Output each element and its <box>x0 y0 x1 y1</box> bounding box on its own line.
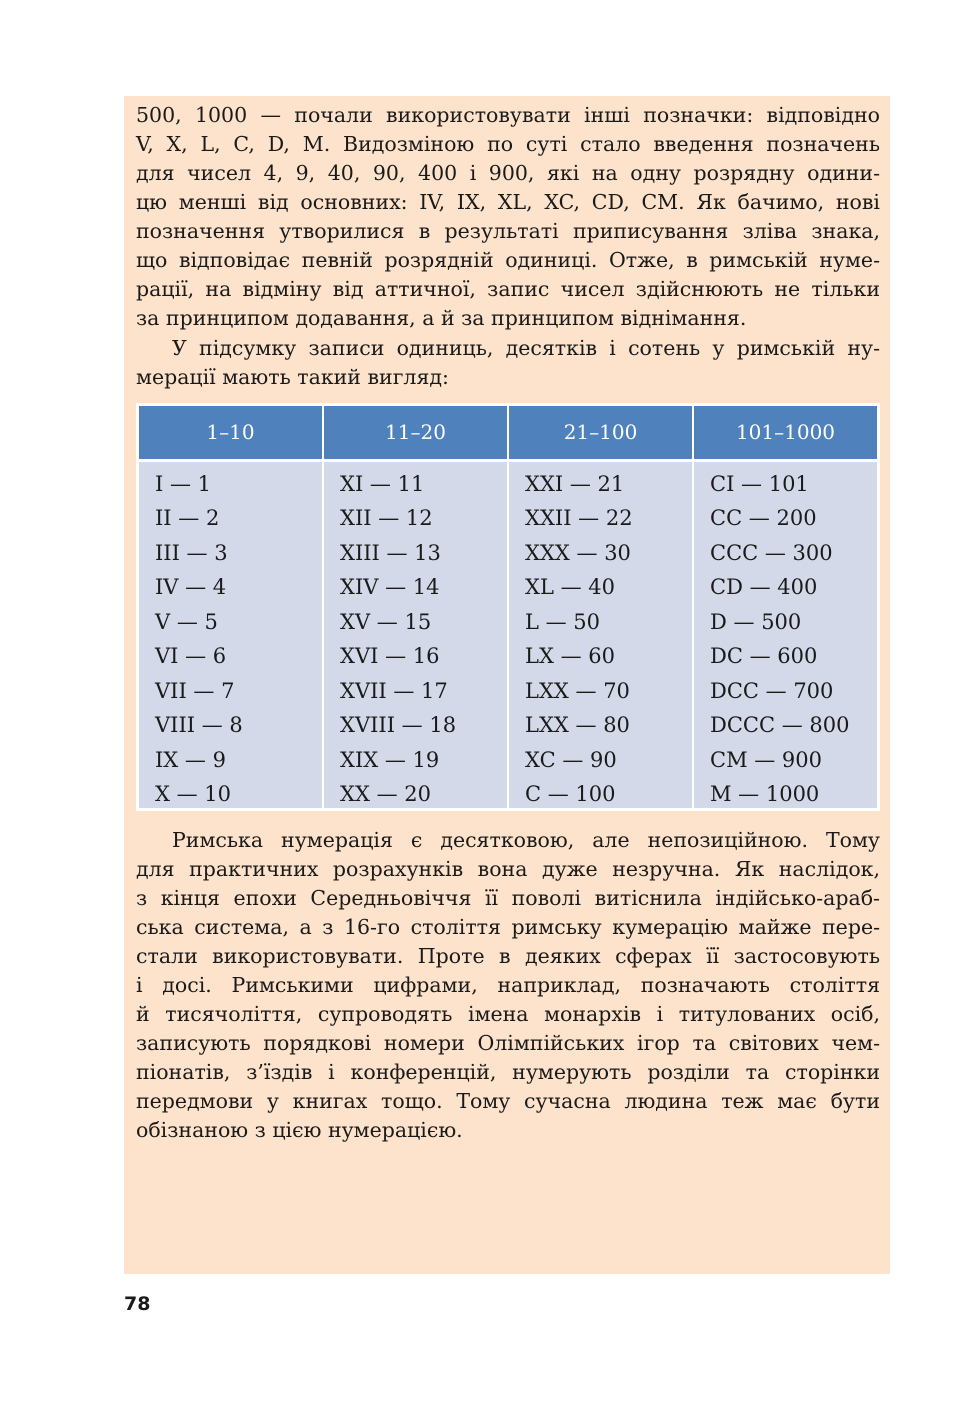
table-cell: VII — 7 <box>155 679 235 703</box>
text-line: записують порядкові номери Олімпійських ігор та світових чем- <box>136 1031 880 1055</box>
table-column-11-20 <box>324 462 507 808</box>
text-line: й тисячоліття, супроводять імена монархів і титулованих осіб, <box>136 1002 880 1026</box>
table-cell: CCC — 300 <box>710 541 833 565</box>
table-cell: I — 1 <box>155 472 212 496</box>
text-line: цю менші від основних: IV, IX, XL, XC, CD, CM. Як бачимо, нові <box>136 190 880 214</box>
table-cell: C — 100 <box>525 782 616 806</box>
table-header-cell: 1–10 <box>139 406 322 459</box>
table-cell: XVIII — 18 <box>340 713 457 737</box>
table-cell: DC — 600 <box>710 644 818 668</box>
table-cell: CM — 900 <box>710 748 823 772</box>
paragraph-roman-usage <box>136 826 880 1145</box>
text-line: V, X, L, C, D, M. Видозміною по суті стало введення позначень <box>136 132 880 156</box>
table-cell: LXX — 70 <box>525 679 630 703</box>
table-cell: DCC — 700 <box>710 679 834 703</box>
text-line: піонатів, з’їздів і конференцій, нумерують розділи та сторінки <box>136 1060 880 1084</box>
table-cell: IX — 9 <box>155 748 226 772</box>
table-cell: M — 1000 <box>710 782 820 806</box>
table-cell: XVII — 17 <box>340 679 448 703</box>
table-cell: VI — 6 <box>155 644 227 668</box>
text-line: з кінця епохи Середньовіччя її поволі витіснила індійсько-араб- <box>136 886 880 910</box>
text-line: ська система, а з 16-го століття римську кумерацію майже пере- <box>136 915 880 939</box>
table-cell: III — 3 <box>155 541 228 565</box>
text-line: для чисел 4, 9, 40, 90, 400 і 900, які на одну розрядну одини- <box>136 161 880 185</box>
table-column-21-100 <box>509 462 692 808</box>
table-cell: LX — 60 <box>525 644 615 668</box>
table-cell: II — 2 <box>155 506 220 530</box>
table-column-1-10 <box>139 462 322 808</box>
text-line: стали використовувати. Проте в деяких сферах її застосовують <box>136 944 880 968</box>
table-cell: XIV — 14 <box>340 575 440 599</box>
table-cell: CD — 400 <box>710 575 818 599</box>
paragraph-roman-notation <box>136 101 880 333</box>
text-line: У підсумку записи одиниць, десятків і сотень у римській ну- <box>172 336 880 360</box>
table-column-101-1000 <box>694 462 877 808</box>
table-cell: XX — 20 <box>340 782 431 806</box>
table-cell: CI — 101 <box>710 472 809 496</box>
page-number: 78 <box>124 1293 151 1315</box>
text-line: що відповідає певній розрядній одиниці. Отже, в римській нуме- <box>136 248 880 272</box>
table-cell: X — 10 <box>155 782 232 806</box>
table-cell: XL — 40 <box>525 575 615 599</box>
text-line: передмови у книгах тощо. Тому сучасна людина теж має бути <box>136 1089 880 1113</box>
table-cell: IV — 4 <box>155 575 227 599</box>
text-line: мерації мають такий вигляд: <box>136 365 449 389</box>
table-cell: VIII — 8 <box>155 713 243 737</box>
text-line: для практичних розрахунків вона дуже незручна. Як наслідок, <box>136 857 880 881</box>
text-line: за принципом додавання, а й за принципом віднімання. <box>136 306 747 330</box>
text-line: 500, 1000 — почали використовувати інші позначки: відповідно <box>136 103 880 127</box>
table-cell: V — 5 <box>155 610 218 634</box>
paragraph-table-intro <box>136 334 880 392</box>
table-cell: XVI — 16 <box>340 644 440 668</box>
table-cell: CC — 200 <box>710 506 817 530</box>
table-header-cell: 21–100 <box>509 406 692 459</box>
table-cell: XIII — 13 <box>340 541 441 565</box>
table-cell: LXX — 80 <box>525 713 630 737</box>
table-cell: XXII — 22 <box>525 506 633 530</box>
table-cell: XIX — 19 <box>340 748 440 772</box>
table-cell: XC — 90 <box>525 748 617 772</box>
table-cell: XI — 11 <box>340 472 425 496</box>
table-cell: D — 500 <box>710 610 802 634</box>
table-cell: L — 50 <box>525 610 601 634</box>
text-line: рації, на відміну від аттичної, запис чисел здійснюють не тільки <box>136 277 880 301</box>
roman-numerals-table <box>136 403 880 811</box>
table-cell: XXX — 30 <box>525 541 631 565</box>
text-line: Римська нумерація є десятковою, але непозиційною. Тому <box>172 828 880 852</box>
table-cell: XV — 15 <box>340 610 432 634</box>
text-line: і досі. Римськими цифрами, наприклад, позначають століття <box>136 973 880 997</box>
text-line: позначення утворилися в результаті приписування зліва знака, <box>136 219 880 243</box>
table-cell: XXI — 21 <box>525 472 625 496</box>
table-header-cell: 11–20 <box>324 406 507 459</box>
text-line: обізнаною з цією нумерацією. <box>136 1118 463 1142</box>
table-cell: XII — 12 <box>340 506 433 530</box>
table-cell: DCCC — 800 <box>710 713 850 737</box>
table-header-cell: 101–1000 <box>694 406 877 459</box>
